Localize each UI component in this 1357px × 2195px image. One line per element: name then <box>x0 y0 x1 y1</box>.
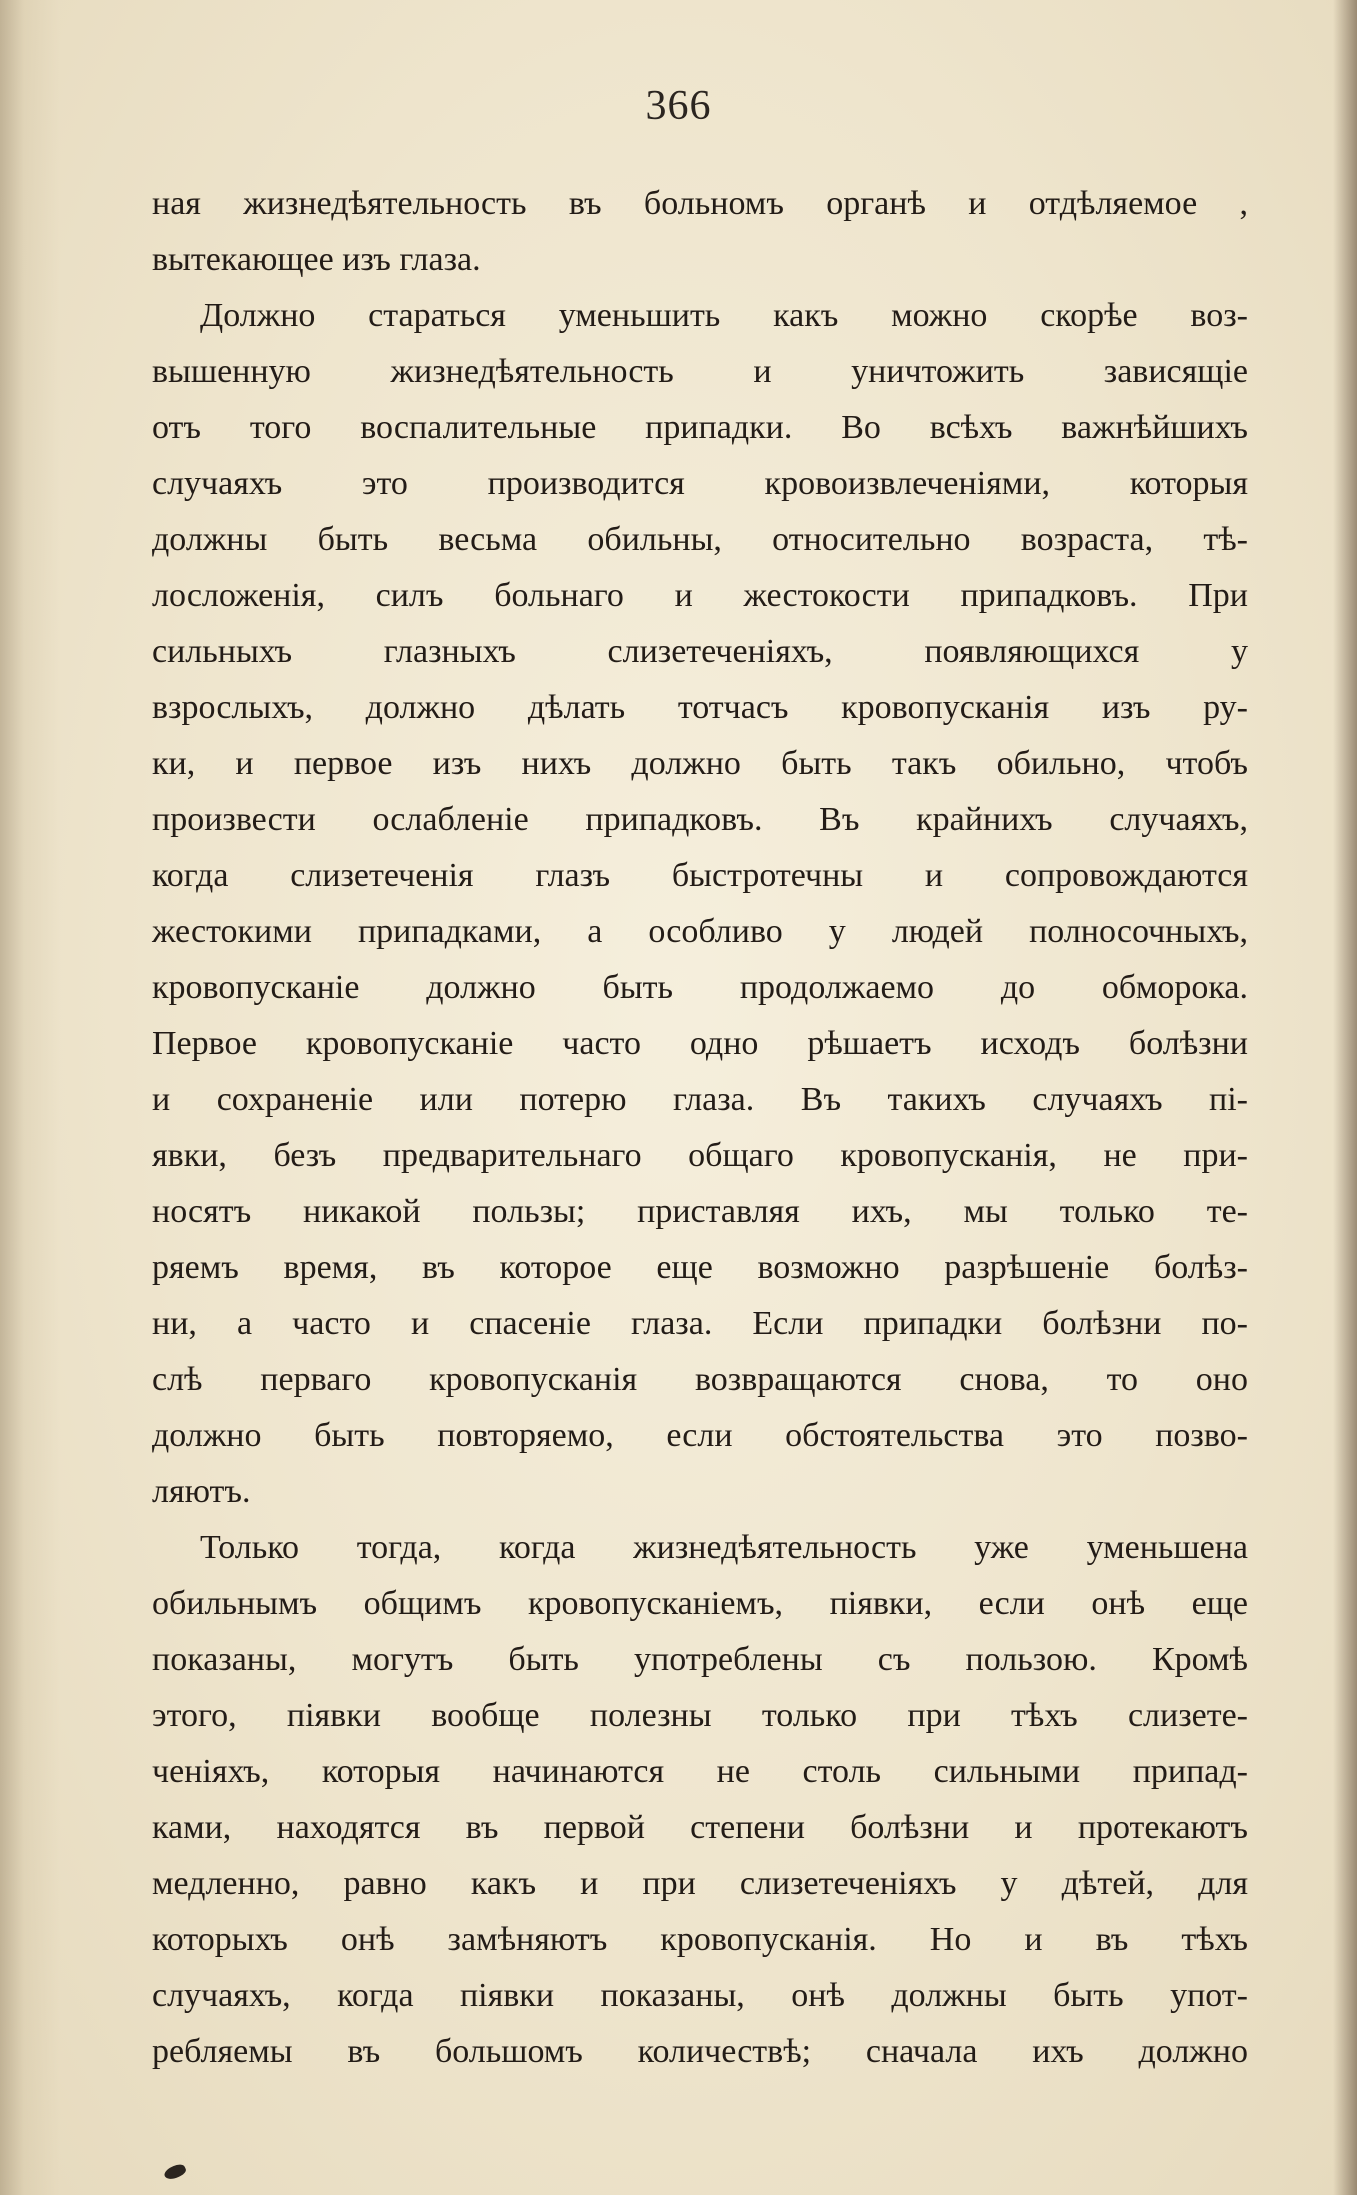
text-line: носятъ никакой пользы; приставляя ихъ, мы только те- <box>152 1193 1248 1230</box>
text-line: лосложенія, силъ больнаго и жестокости припадковъ. При <box>152 577 1248 614</box>
text-line: отъ того воспалительные припадки. Во всѣхъ важнѣйшихъ <box>152 409 1248 446</box>
text-line: случаяхъ, когда піявки показаны, онѣ должны быть упот- <box>152 1977 1248 2014</box>
text-line: Первое кровопусканіе часто одно рѣшаетъ исходъ болѣзни <box>152 1025 1248 1062</box>
ink-mark <box>162 2162 187 2182</box>
text-line: ки, и первое изъ нихъ должно быть такъ обильно, чтобъ <box>152 745 1248 782</box>
text-line: ная жизнедѣятельность въ больномъ органѣ и отдѣляемое , <box>152 185 1248 222</box>
text-line: сильныхъ глазныхъ слизетеченіяхъ, появляющихся у <box>152 633 1248 670</box>
text-line: явки, безъ предварительнаго общаго кровопусканія, не при- <box>152 1137 1248 1174</box>
text-line: произвести ослабленіе припадковъ. Въ крайнихъ случаяхъ, <box>152 801 1248 838</box>
page-number: 366 <box>645 83 712 129</box>
text-line: обильнымъ общимъ кровопусканіемъ, піявки, если онѣ еще <box>152 1585 1248 1622</box>
body-text <box>152 176 1248 2080</box>
text-line: ляютъ. <box>152 1473 251 1510</box>
text-line: показаны, могутъ быть употреблены съ пользою. Кромѣ <box>152 1641 1248 1678</box>
text-line: Только тогда, когда жизнедѣятельность уже уменьшена <box>200 1529 1248 1566</box>
text-line: ряемъ время, въ которое еще возможно разрѣшеніе болѣз- <box>152 1249 1248 1286</box>
text-line: слѣ перваго кровопусканія возвращаются снова, то оно <box>152 1361 1248 1398</box>
text-line: жестокими припадками, а особливо у людей полносочныхъ, <box>152 913 1248 950</box>
text-line: которыхъ онѣ замѣняютъ кровопусканія. Но и въ тѣхъ <box>152 1921 1248 1958</box>
text-line: ни, а часто и спасеніе глаза. Если припадки болѣзни по- <box>152 1305 1248 1342</box>
page-edge-shadow <box>1333 0 1357 2195</box>
text-line: случаяхъ это производится кровоизвлеченіями, которыя <box>152 465 1248 502</box>
text-line: и сохраненіе или потерю глаза. Въ такихъ случаяхъ пі- <box>152 1081 1248 1118</box>
text-line: этого, піявки вообще полезны только при тѣхъ слизете- <box>152 1697 1248 1734</box>
binding-shadow <box>0 0 60 2195</box>
text-line: Должно стараться уменьшить какъ можно скорѣе воз- <box>200 297 1248 334</box>
text-line: кровопусканіе должно быть продолжаемо до обморока. <box>152 969 1248 1006</box>
text-line: медленно, равно какъ и при слизетеченіяхъ у дѣтей, для <box>152 1865 1248 1902</box>
text-line: должны быть весьма обильны, относительно возраста, тѣ- <box>152 521 1248 558</box>
text-line: должно быть повторяемо, если обстоятельства это позво- <box>152 1417 1248 1454</box>
text-line: вышенную жизнедѣятельность и уничтожить зависящіе <box>152 353 1248 390</box>
text-line: взрослыхъ, должно дѣлать тотчасъ кровопусканія изъ ру- <box>152 689 1248 726</box>
text-line: ченіяхъ, которыя начинаются не столь сильными припад- <box>152 1753 1248 1790</box>
text-line: ребляемы въ большомъ количествѣ; сначала ихъ должно <box>152 2033 1248 2070</box>
text-line: ками, находятся въ первой степени болѣзни и протекаютъ <box>152 1809 1248 1846</box>
text-line: вытекающее изъ глаза. <box>152 241 481 278</box>
text-line: когда слизетеченія глазъ быстротечны и сопровождаются <box>152 857 1248 894</box>
